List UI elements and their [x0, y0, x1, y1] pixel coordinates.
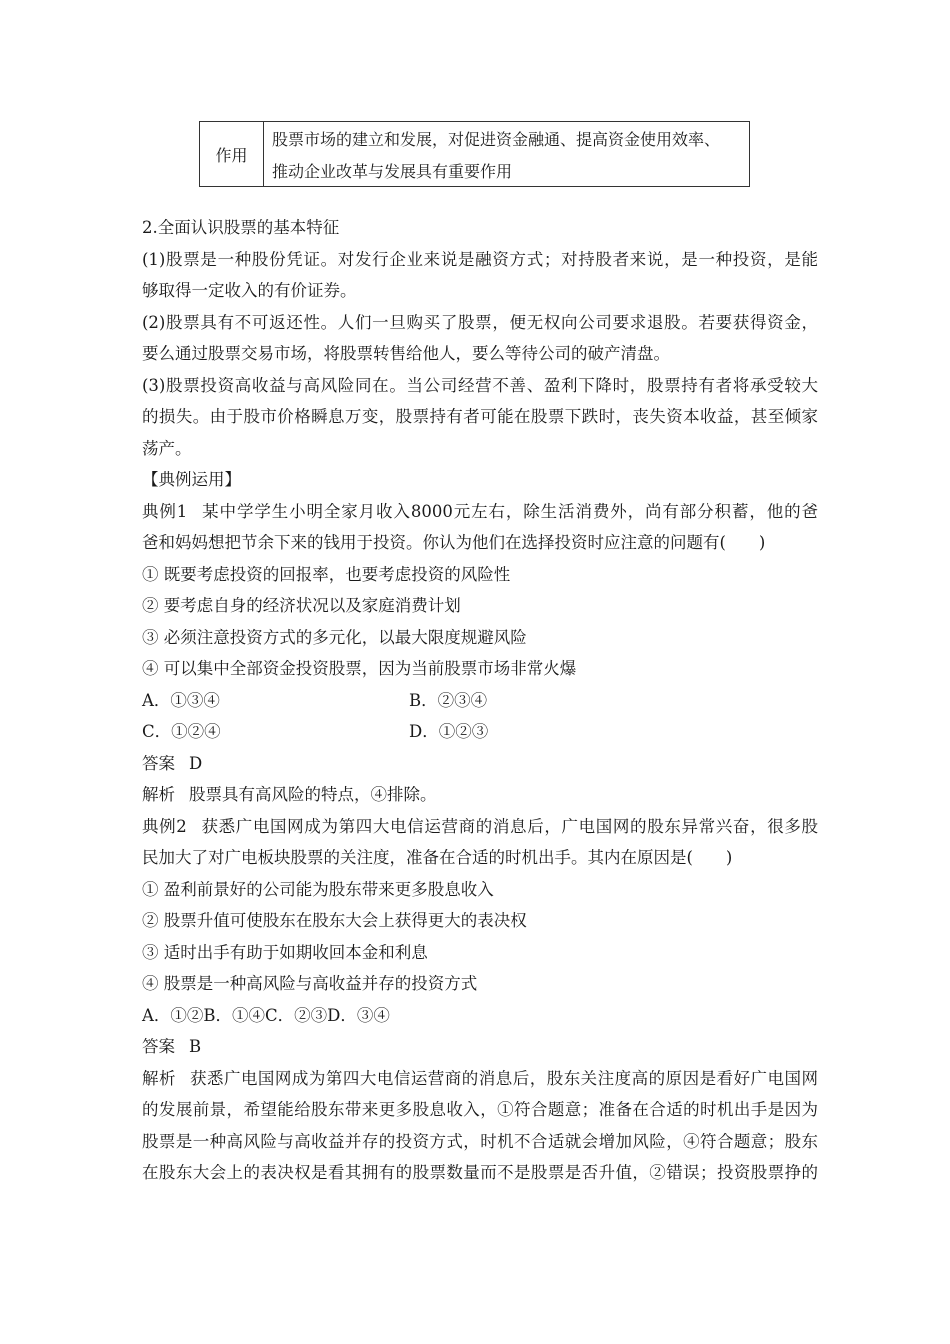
- table-head-cell: 作用: [200, 122, 264, 186]
- answer-label: 答案: [142, 753, 175, 773]
- example1-statement: ① 既要考虑投资的回报率，也要考虑投资的风险性: [142, 564, 511, 584]
- function-table: [199, 121, 750, 187]
- example2-analysis-line: 的发展前景，希望能给股东带来更多股息收入，①符合题意；准备在合适的时机出手是因为: [142, 1100, 818, 1119]
- answer-value: B: [189, 1037, 202, 1056]
- table-body-line: 推动企业改革与发展具有重要作用: [272, 161, 513, 181]
- example2-question-line: [142, 811, 818, 843]
- paragraph-line: (3)股票投资高收益与高风险同在。当公司经营不善、盈利下降时，股票持有者将承受较大: [142, 375, 818, 395]
- example1-question-text: 某中学学生小明全家月收入8000元左右，除生活消费外，尚有部分积蓄，他的爸: [201, 501, 818, 521]
- example1-question-line: [142, 496, 818, 528]
- example1-options-row: [142, 685, 818, 717]
- example2-label: 典例2: [142, 816, 187, 836]
- example2-statement: ④ 股票是一种高风险与高收益并存的投资方式: [142, 974, 478, 993]
- section-title: 2.全面认识股票的基本特征: [142, 218, 340, 237]
- example2-question-line: 民加大了对广电板块股票的关注度，准备在合适的时机出手。其内在原因是( ): [142, 848, 733, 867]
- example1-statement: ③ 必须注意投资方式的多元化，以最大限度规避风险: [142, 627, 527, 647]
- answer-label: 答案: [142, 1037, 175, 1056]
- option-d: D．①②③: [409, 722, 489, 741]
- option-b: B．②③④: [409, 690, 488, 710]
- example1-statement: ④ 可以集中全部资金投资股票，因为当前股票市场非常火爆: [142, 659, 577, 678]
- answer-value: D: [189, 753, 203, 773]
- example2-answer: [142, 1031, 818, 1063]
- paragraph-line: (2)股票具有不可返还性。人们一旦购买了股票，便无权向公司要求退股。若要获得资金，: [142, 312, 818, 332]
- analysis-label: 解析: [142, 785, 175, 804]
- paragraph-line: (1)股票是一种股份凭证。对发行企业来说是融资方式；对持股者来说，是一种投资，是能: [142, 249, 818, 269]
- example2-statement: ① 盈利前景好的公司能为股东带来更多股息收入: [142, 879, 494, 899]
- example2-analysis-line: [142, 1063, 818, 1095]
- analysis-label: 解析: [142, 1068, 176, 1088]
- paragraph-line: 要么通过股票交易市场，将股票转售给他人，要么等待公司的破产清盘。: [142, 344, 670, 363]
- example2-statement: ② 股票升值可使股东在股东大会上获得更大的表决权: [142, 911, 527, 930]
- example1-options-row: [142, 716, 818, 748]
- example2-question-text: 获悉广电国网成为第四大电信运营商的消息后，广电国网的股东异常兴奋，很多股: [200, 816, 819, 836]
- table-body-line: 股票市场的建立和发展，对促进资金融通、提高资金使用效率、: [272, 130, 721, 149]
- analysis-text: 股票具有高风险的特点，④排除。: [189, 785, 437, 804]
- example1-label: 典例1: [142, 501, 188, 521]
- main-text: [142, 212, 818, 1189]
- example1-answer: [142, 748, 818, 780]
- analysis-text: 获悉广电国网成为第四大电信运营商的消息后，股东关注度高的原因是看好广电国网: [189, 1068, 819, 1088]
- example1-statement: ② 要考虑自身的经济状况以及家庭消费计划: [142, 596, 461, 615]
- example2-options: A．①②B．①④C．②③D．③④: [142, 1005, 390, 1025]
- example2-analysis-line: 在股东大会上的表决权是看其拥有的股票数量而不是股票是否升值，②错误；投资股票挣的: [142, 1163, 818, 1182]
- example1-question-line: 爸和妈妈想把节余下来的钱用于投资。你认为他们在选择投资时应注意的问题有( ): [142, 533, 766, 552]
- paragraph-line: 的损失。由于股市价格瞬息万变，股票持有者可能在股票下跌时，丧失资本收益，甚至倾家: [142, 407, 818, 426]
- example2-analysis-line: 股票是一种高风险与高收益并存的投资方式，时机不合适就会增加风险，④符合题意；股东: [142, 1131, 818, 1151]
- examples-heading: 【典例运用】: [142, 470, 241, 489]
- option-a: A．①③④: [142, 690, 220, 710]
- paragraph-line: 荡产。: [142, 438, 192, 458]
- paragraph-line: 够取得一定收入的有价证券。: [142, 281, 357, 300]
- example1-analysis: [142, 779, 818, 811]
- option-c: C．①②④: [142, 722, 221, 741]
- table-body-cell: [264, 122, 749, 186]
- example2-statement: ③ 适时出手有助于如期收回本金和利息: [142, 942, 428, 962]
